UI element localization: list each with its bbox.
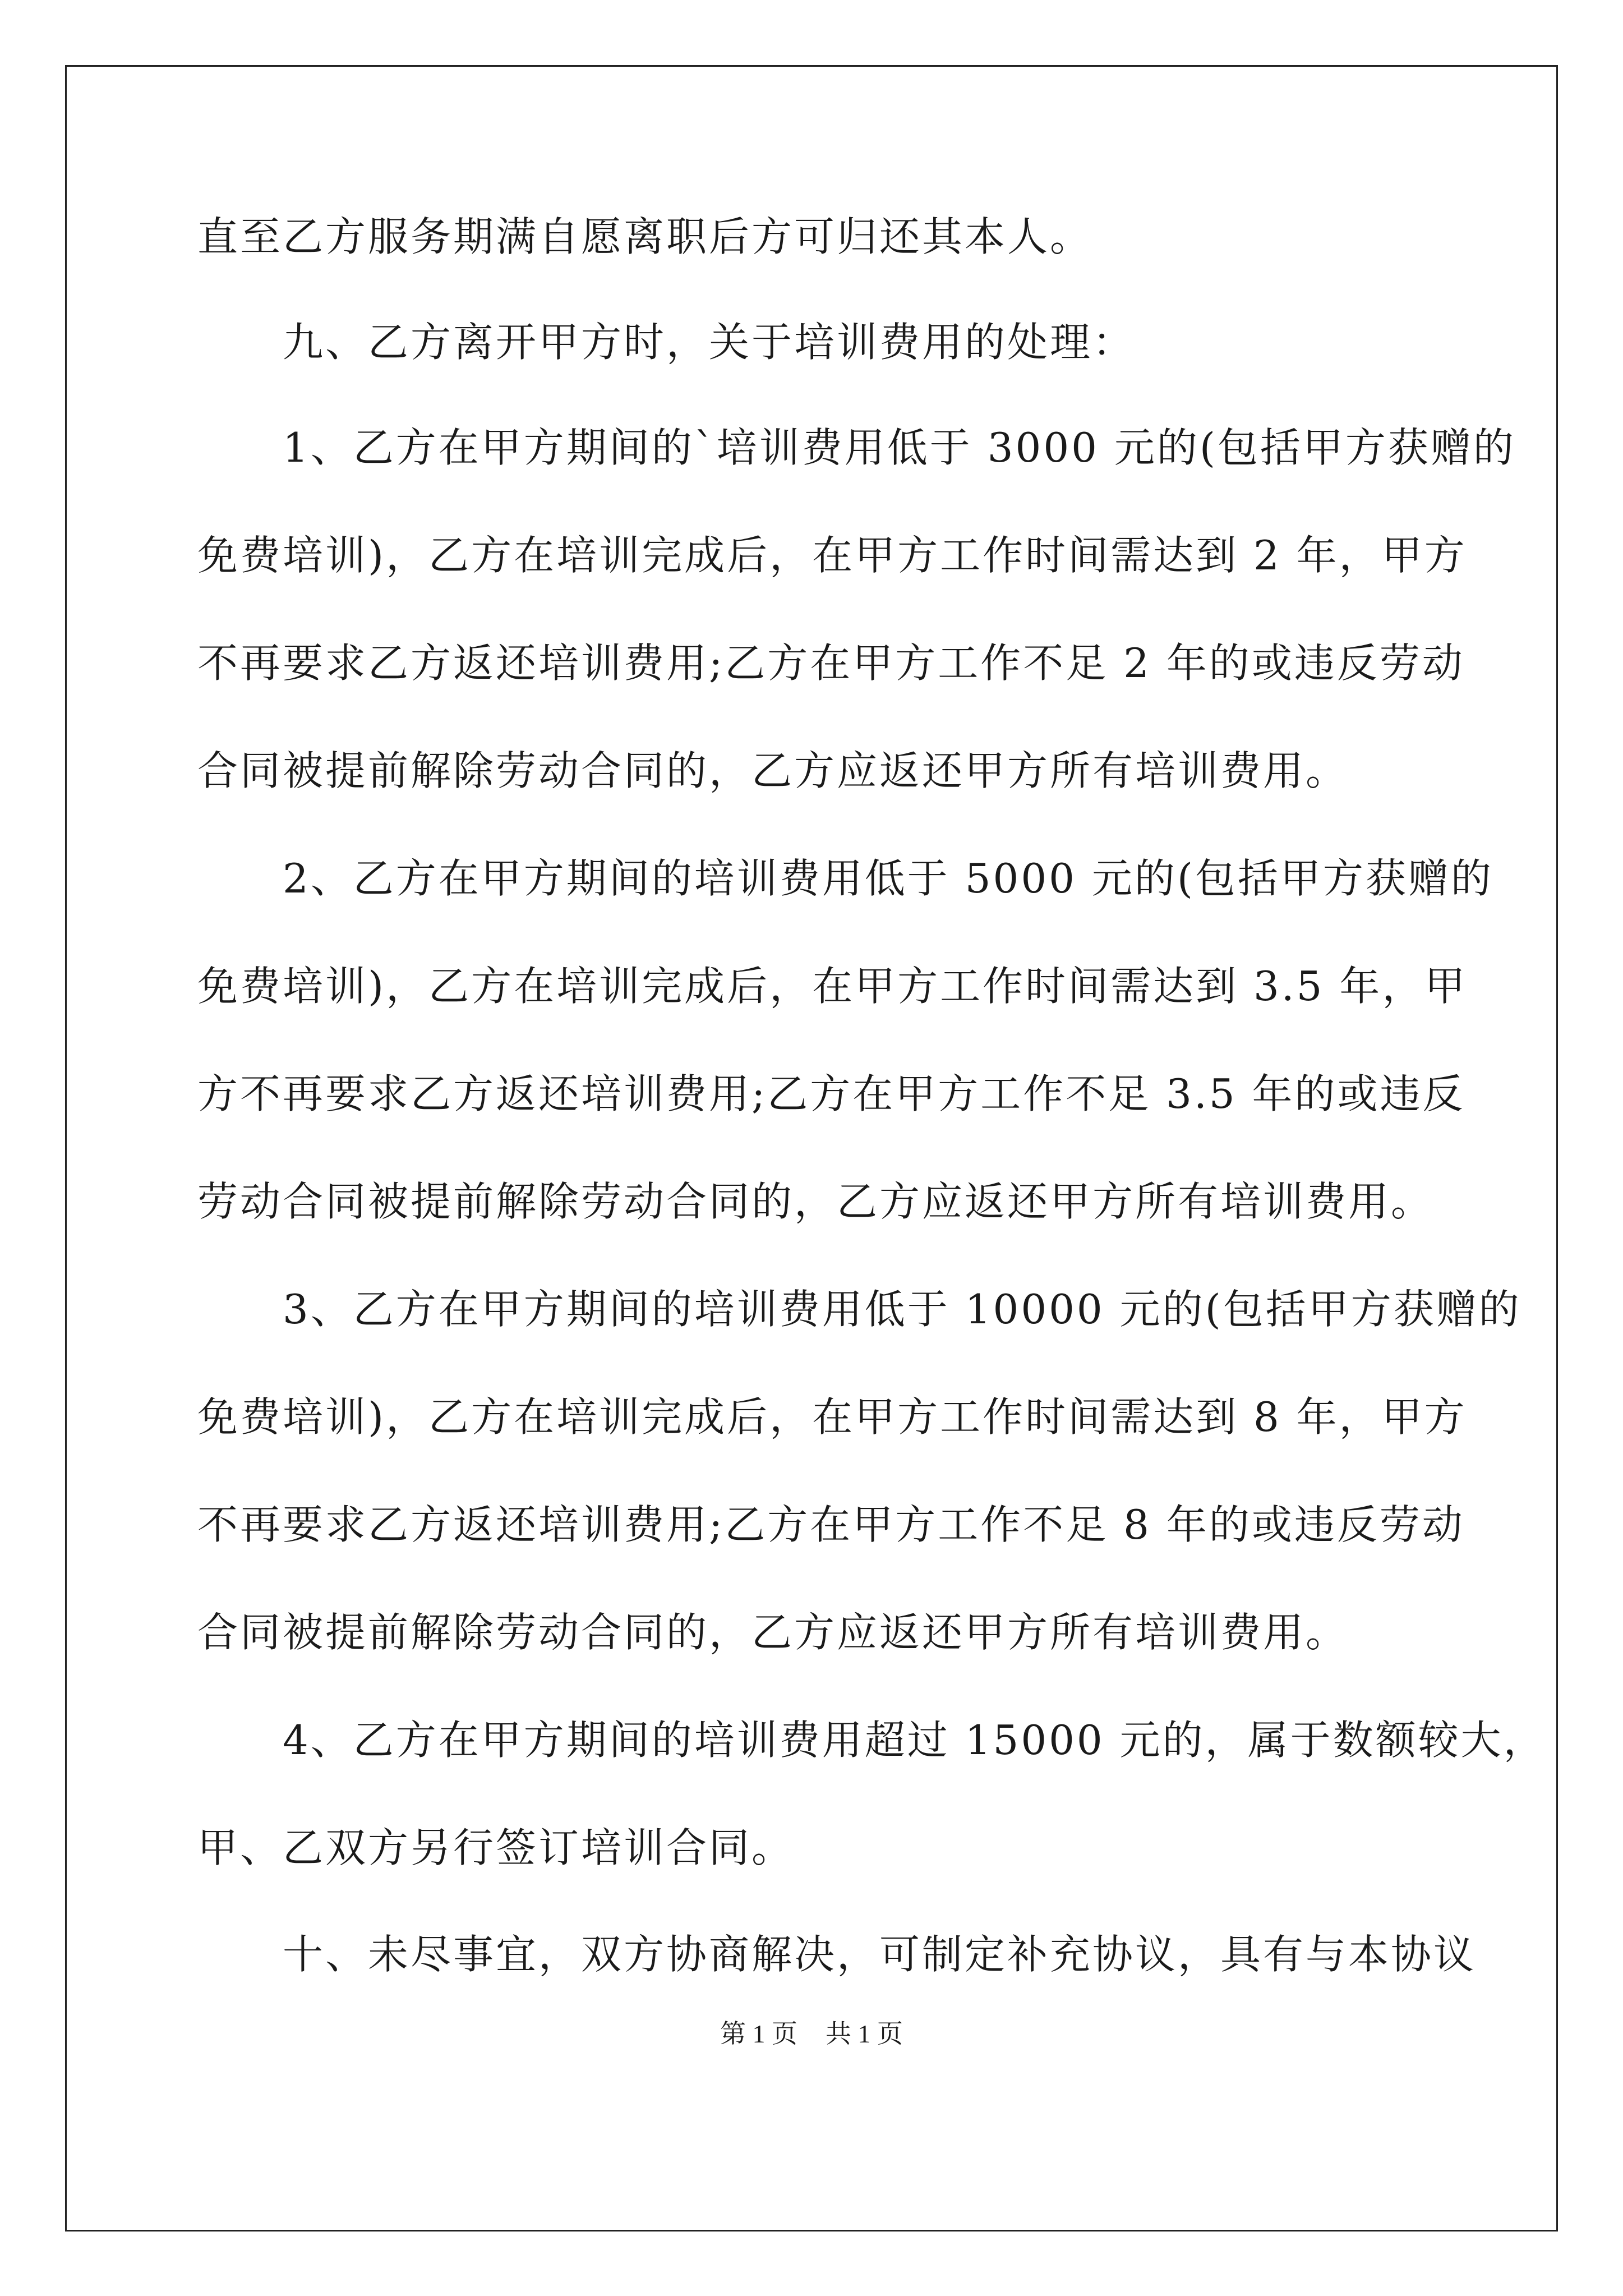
text-line: 合同被提前解除劳动合同的，乙方应返还甲方所有培训费用。 xyxy=(197,747,1349,794)
text-line: 1、乙方在甲方期间的`培训费用低于 3000 元的(包括甲方获赠的 xyxy=(197,424,1516,471)
text-line: 九、乙方离开甲方时，关于培训费用的处理： xyxy=(197,319,1136,366)
text-line: 十、未尽事宜，双方协商解决，可制定补充协议，具有与本协议 xyxy=(197,1931,1477,1978)
text-line: 2、乙方在甲方期间的培训费用低于 5000 元的(包括甲方获赠的 xyxy=(197,855,1493,902)
text-line: 直至乙方服务期满自愿离职后方可归还其本人。 xyxy=(197,213,1093,260)
page-footer xyxy=(0,2017,1623,2051)
text-line: 劳动合同被提前解除劳动合同的，乙方应返还甲方所有培训费用。 xyxy=(197,1178,1434,1225)
text-line: 不再要求乙方返还培训费用;乙方在甲方工作不足 8 年的或违反劳动 xyxy=(197,1501,1465,1548)
page-total: 共 1 页 xyxy=(826,2019,903,2048)
text-line: 4、乙方在甲方期间的培训费用超过 15000 元的，属于数额较大， xyxy=(197,1717,1546,1764)
page-number: 第 1 页 xyxy=(720,2019,797,2048)
text-line: 方不再要求乙方返还培训费用;乙方在甲方工作不足 3.5 年的或违反 xyxy=(197,1070,1465,1117)
text-line: 3、乙方在甲方期间的培训费用低于 10000 元的(包括甲方获赠的 xyxy=(197,1286,1521,1333)
text-line: 免费培训)，乙方在培训完成后，在甲方工作时间需达到 3.5 年，甲 xyxy=(197,963,1468,1010)
text-line: 不再要求乙方返还培训费用;乙方在甲方工作不足 2 年的或违反劳动 xyxy=(197,639,1465,687)
text-line: 免费培训)，乙方在培训完成后，在甲方工作时间需达到 8 年，甲方 xyxy=(197,1393,1467,1441)
page-border xyxy=(65,65,1558,2231)
text-line: 甲、乙双方另行签订培训合同。 xyxy=(197,1824,795,1871)
text-line: 免费培训)，乙方在培训完成后，在甲方工作时间需达到 2 年，甲方 xyxy=(197,532,1467,579)
text-line: 合同被提前解除劳动合同的，乙方应返还甲方所有培训费用。 xyxy=(197,1609,1349,1656)
